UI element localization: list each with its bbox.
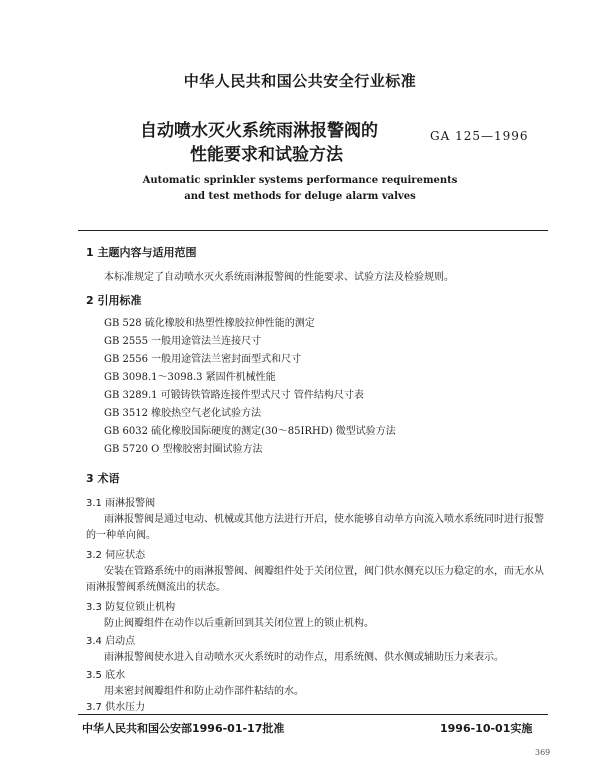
term-3-1-text: 雨淋报警阀是通过电动、机械或其他方法进行开启，使水能够自动单方向流入喷水系统同时进行报警的一种单向阀。 bbox=[86, 514, 544, 541]
term-3-2-title: 3.2 伺应状态 bbox=[86, 550, 146, 561]
english-title-line1: Automatic sprinkler systems performance requirements bbox=[142, 175, 458, 186]
page-number: 369 bbox=[535, 748, 551, 757]
term-3-2-text: 安装在管路系统中的雨淋报警阀、阀瓣组件处于关闭位置，阀门供水侧充以压力稳定的水，而无水从雨淋报警阀系统侧流出的状态。 bbox=[86, 566, 544, 593]
effective-date: 1996-10-01实施 bbox=[440, 722, 533, 735]
section-1-text: 本标准规定了自动喷水灭火系统雨淋报警阀的性能要求、试验方法及检验规则。 bbox=[104, 272, 454, 283]
standard-title-line1: 自动喷水灭火系统雨淋报警阀的 bbox=[140, 121, 378, 141]
term-3-5-text: 用来密封阀瓣组件和防止动作部件粘结的水。 bbox=[104, 686, 304, 697]
standard-title-line2: 性能要求和试验方法 bbox=[190, 145, 343, 165]
section-2-heading: 2 引用标准 bbox=[86, 294, 142, 307]
reference-item: GB 5720 O 型橡胶密封圈试验方法 bbox=[104, 444, 263, 455]
term-3-3-text: 防止阀瓣组件在动作以后重新回到其关闭位置上的锁止机构。 bbox=[104, 618, 374, 629]
section-3-heading: 3 术语 bbox=[86, 472, 120, 485]
reference-item: GB 3289.1 可锻铸铁管路连接件型式尺寸 管件结构尺寸表 bbox=[104, 390, 364, 401]
term-3-1-title: 3.1 雨淋报警阀 bbox=[86, 498, 156, 509]
term-3-5-title: 3.5 底水 bbox=[86, 670, 126, 681]
term-3-4-text: 雨淋报警阀使水进入自动喷水灭火系统时的动作点，用系统侧、供水侧或辅助压力来表示。 bbox=[104, 652, 504, 663]
issuing-organization: 中华人民共和国公共安全行业标准 bbox=[183, 72, 417, 90]
reference-item: GB 2555 一般用途管法兰连接尺寸 bbox=[104, 336, 262, 347]
reference-item: GB 528 硫化橡胶和热塑性橡胶拉伸性能的测定 bbox=[104, 318, 315, 329]
reference-item: GB 6032 硫化橡胶国际硬度的测定(30～85IRHD) 微型试验方法 bbox=[104, 426, 396, 437]
reference-item: GB 2556 一般用途管法兰密封面型式和尺寸 bbox=[104, 354, 302, 365]
approval-date: 中华人民共和国公安部1996-01-17批准 bbox=[82, 722, 285, 735]
footer-divider bbox=[78, 714, 548, 715]
reference-item: GB 3512 橡胶热空气老化试验方法 bbox=[104, 408, 262, 419]
section-1-heading: 1 主题内容与适用范围 bbox=[86, 246, 197, 259]
top-divider bbox=[78, 230, 548, 231]
reference-item: GB 3098.1～3098.3 紧固件机械性能 bbox=[104, 372, 276, 383]
term-3-4-title: 3.4 启动点 bbox=[86, 636, 136, 647]
term-3-3-title: 3.3 防复位锁止机构 bbox=[86, 602, 176, 613]
term-3-7-title: 3.7 供水压力 bbox=[86, 702, 146, 713]
standard-number: GA 125—1996 bbox=[430, 129, 529, 143]
english-title-line2: and test methods for deluge alarm valves bbox=[184, 191, 416, 202]
